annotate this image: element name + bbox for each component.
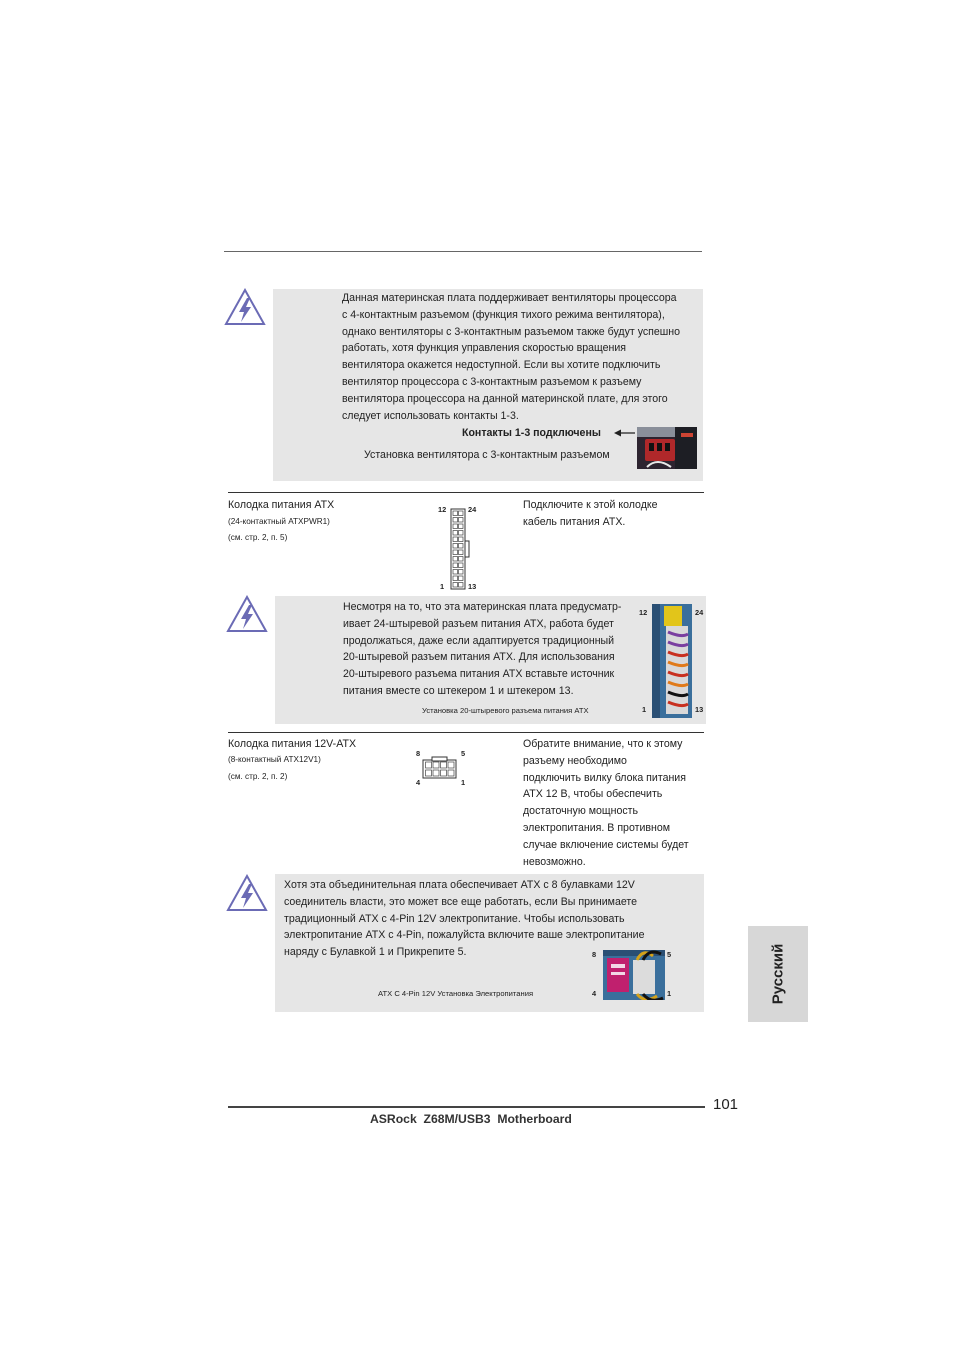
atx4pin-note-line: Хотя эта объединительная плата обеспечивает ATX с 8 булавками 12V — [284, 879, 635, 891]
pins-connected-label: Контакты 1-3 подключены — [462, 427, 601, 439]
atx12v-page-ref: (см. стр. 2, п. 2) — [228, 772, 288, 781]
atx12v-description-line: невозможно. — [523, 855, 586, 868]
language-tab — [748, 926, 808, 1022]
atx20-photo-pin-label: 13 — [695, 705, 704, 714]
atx20-note-line: ивает 24-штыревой разъем питания ATX, работа будет — [343, 617, 614, 630]
atx12v-pin-label: 8 — [416, 749, 421, 758]
atx4pin-note-text — [284, 877, 644, 961]
atx12v-title: Колодка питания 12V-ATX — [228, 738, 357, 750]
fan-note-line: Данная материнская плата поддерживает вентиляторы процессора — [342, 292, 677, 304]
atx-subtitle: (24-контактный ATXPWR1) — [228, 517, 330, 526]
fan-note-line: с 4-контактным разъемом (функция тихого режима вентилятора), — [342, 308, 665, 321]
atx4pin-photo-pin-label: 8 — [592, 950, 597, 959]
atx12v-description-line: достаточную мощность — [523, 805, 639, 818]
atx20-installation-photo — [652, 604, 692, 718]
atx20-note-line: 20-штыревого разъема питания ATX вставьте источник — [343, 668, 615, 681]
atx12v-description-line: ATX 12 В, чтобы обеспечить — [523, 788, 663, 801]
atx-pin-label: 13 — [468, 582, 477, 591]
atx12v-description-line: подключить вилку блока питания — [523, 771, 686, 784]
atx-description-line: кабель питания ATX. — [523, 515, 626, 528]
atx-page-ref: (см. стр. 2, п. 5) — [228, 533, 288, 542]
atx-pin-label: 12 — [438, 505, 447, 514]
atx-pin-label: 1 — [440, 582, 445, 591]
atx20-note-line: продолжаться, даже если адаптируется традиционный — [343, 634, 615, 647]
page-number: 101 — [713, 1096, 739, 1113]
fan-note-line: следует использовать контакты 1-3. — [342, 409, 519, 422]
atx12v-pin-label: 4 — [416, 778, 421, 787]
warning-icon — [226, 595, 268, 633]
atx4pin-caption: ATX С 4-Pin 12V Установка Электропитания — [378, 989, 534, 998]
atx20-photo-pin-label: 24 — [695, 608, 704, 617]
fan-note-line: работать, хотя функция управления скоростью вращения — [342, 342, 626, 355]
fan-note-line: однако вентиляторы с 3-контактным разъемом также будут успешно — [342, 325, 681, 338]
fan-note-line: вентилятора процессора на данной материнской плате, для этого — [342, 392, 668, 405]
footer-product-name: ASRock Z68M/USB3 Motherboard — [370, 1112, 572, 1126]
atx12v-divider — [228, 732, 704, 733]
atx20-note-text — [343, 599, 621, 700]
atx20-note-line: Несмотря на то, что эта материнская плата предусматр- — [343, 601, 622, 613]
language-tab-label: Русский — [769, 943, 787, 1005]
atx4pin-photo-pin-label: 4 — [592, 989, 597, 998]
atx12v-description-line: электропитания. В противном — [523, 821, 671, 834]
atx20-caption: Установка 20-штыревого разъема питания ATX — [422, 706, 589, 715]
atx4pin-photo-pin-label: 5 — [667, 950, 672, 959]
atx4pin-photo-pin-label: 1 — [667, 989, 672, 998]
footer-rule — [228, 1106, 705, 1108]
atx12v-description — [523, 736, 689, 870]
atx4pin-note-line: соединитель власти, это может все еще работать, если Вы принимаете — [284, 895, 638, 908]
atx-divider — [228, 492, 704, 493]
atx12v-8pin-connector-diagram — [422, 756, 458, 780]
atx12v-description-line: Обратите внимание, что к этому — [523, 738, 683, 750]
atx12v-description-line: случае включение системы будет — [523, 838, 689, 851]
warning-icon — [226, 874, 268, 912]
atx20-note-line: питания вместе со штекером 1 и штекером 13. — [343, 684, 574, 697]
atx12v-pin-label: 1 — [461, 778, 466, 787]
atx20-photo-pin-label: 1 — [642, 705, 647, 714]
warning-icon — [224, 288, 266, 326]
arrow-left-icon — [614, 428, 636, 438]
atx12v-description-line: разъему необходимо — [523, 754, 627, 767]
atx4pin-note-line: наряду с Булавкой 1 и Прикрепите 5. — [284, 946, 467, 959]
fan-note-line: вентилятора окажется недоступной. Если вы хотите подключить — [342, 359, 661, 372]
atx20-photo-pin-label: 12 — [639, 608, 648, 617]
atx12v-pin-label: 5 — [461, 749, 466, 758]
header-rule — [224, 251, 702, 252]
atx4pin-note-line: электропитание ATX с 4-Pin, пожалуйста включите ваше электропитание — [284, 929, 645, 942]
atx-24pin-connector-diagram — [450, 508, 472, 590]
atx4pin-note-line: традиционный ATX с 4-Pin 12V электропитание. Чтобы использовать — [284, 912, 625, 925]
fan-connector-photo — [637, 427, 697, 469]
atx-pin-label: 24 — [468, 505, 477, 514]
fan-note-line: вентилятор процессора с 3-контактным разъемом к разъему — [342, 375, 642, 388]
atx-description-line: Подключите к этой колодке — [523, 499, 658, 511]
atx20-note-line: 20-штыревой разъем питания ATX. Для использования — [343, 651, 615, 664]
fan-note-text — [342, 290, 680, 424]
atx-title: Колодка питания ATX — [228, 499, 335, 511]
atx-description — [523, 497, 658, 531]
fan-caption: Установка вентилятора с 3-контактным разъемом — [364, 449, 610, 461]
atx12v-subtitle: (8-контактный ATX12V1) — [228, 755, 321, 764]
atx4pin-installation-photo — [603, 950, 665, 1000]
